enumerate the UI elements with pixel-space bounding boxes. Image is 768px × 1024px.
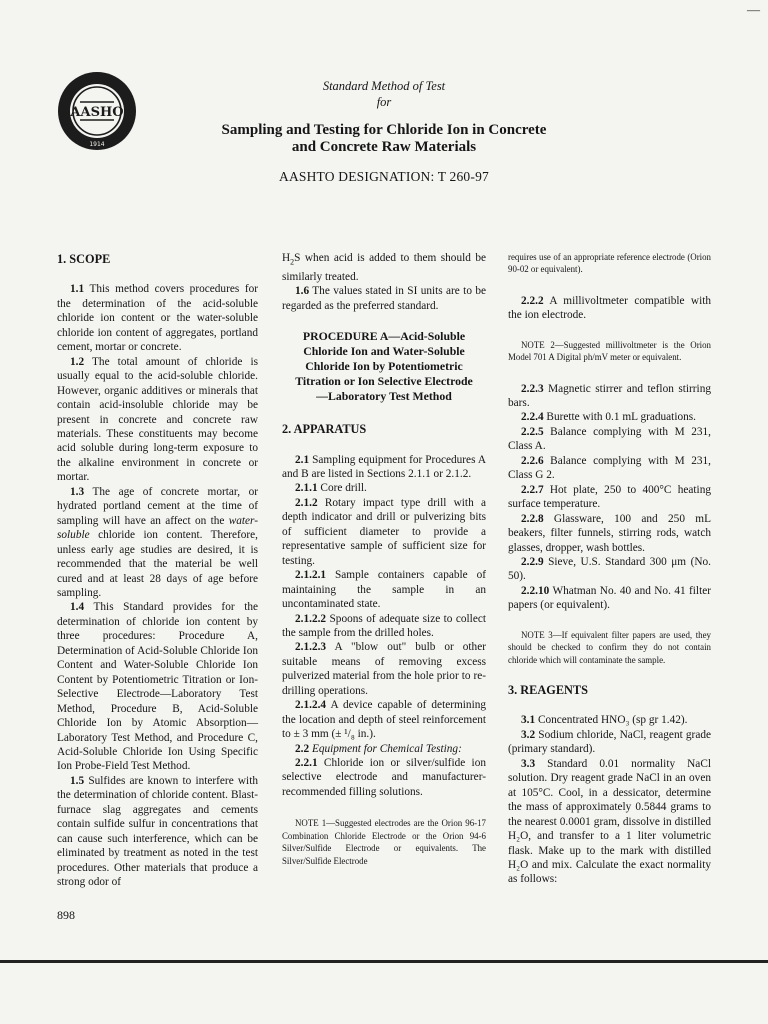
- section-heading-apparatus: 2. APPARATUS: [282, 422, 367, 437]
- section-heading-reagents: 3. REAGENTS: [508, 683, 588, 697]
- paragraph-2-1-2-1: 2.1.2.1 Sample containers capable of maintaining the sample in an uncontaminated state.: [282, 569, 486, 611]
- paragraph-2-2-9: 2.2.9 Sieve, U.S. Standard 300 μm (No. 50).: [508, 555, 711, 583]
- paragraph-1-2: 1.2 The total amount of chloride is usually equal to the acid-soluble chloride. However, organic additives or minerals that contain acid-insoluble chloride may be present in concrete and concrete raw materials. These constituents may become acid soluble during long-term exposure to the alkaline environment in concrete or mortar.: [57, 355, 258, 484]
- method-for: for: [376, 95, 392, 109]
- paragraph-2-1-2-3: 2.1.2.3 A "blow out" bulb or other suitable means of removing excess pulverized material from the hole prior to re-drilling operations.: [282, 641, 486, 697]
- method-label: Standard Method of Test: [322, 79, 446, 93]
- paragraph-2-1-1: 2.1.1 Core drill.: [295, 482, 367, 495]
- bottom-rule: [0, 960, 768, 963]
- paragraph-2-2-2: 2.2.2 A millivoltmeter compatible with the ion electrode.: [508, 294, 711, 322]
- title-line-2: and Concrete Raw Materials: [291, 139, 477, 155]
- paragraph-2-2-5: 2.2.5 Balance complying with M 231, Class A.: [508, 425, 711, 453]
- paragraph-1-5: 1.5 Sulfides are known to interfere with the determination of chloride content. Blast-furnace slag aggregates and cements contain sulfide sulfur in concentrations that can cause such interference, which can be eliminated by treatment as noted in the test procedures. Other materials that produce a strong odor of: [57, 774, 258, 889]
- column-1: [57, 251, 258, 889]
- svg-text:AASHO: AASHO: [70, 105, 124, 120]
- corner-mark: —: [747, 2, 760, 17]
- paragraph-2-2-6: 2.2.6 Balance complying with M 231, Class G 2.: [508, 454, 711, 482]
- aashto-seal-logo: [56, 70, 138, 152]
- masthead: [160, 78, 608, 185]
- paragraph-2-2-1: 2.2.1 Chloride ion or silver/sulfide ion selective electrode and manufacturer-recommended filling solutions.: [282, 757, 486, 798]
- paragraph-2-2-3: 2.2.3 Magnetic stirrer and teflon stirring bars.: [508, 382, 711, 409]
- paragraph-2-2: 2.2 Equipment for Chemical Testing:: [295, 742, 462, 755]
- section-heading-scope: 1. SCOPE: [57, 252, 111, 266]
- paragraph-1-6: 1.6 The values stated in SI units are to be regarded as the preferred standard.: [282, 285, 486, 312]
- page-number: 898: [57, 908, 75, 922]
- paragraph-2-1-2: 2.1.2 Rotary impact type drill with a depth indicator and drill or pulverizing bits of sufficient diameter to provide a representative sample of sufficient size for testing.: [282, 496, 486, 567]
- paragraph-2-1: 2.1 Sampling equipment for Procedures A and B are listed in Sections 2.1.1 or 2.1.2.: [282, 453, 486, 480]
- paragraph-1-4: 1.4 This Standard provides for the determination of chloride ion content by three procedures: Procedure A, Determination of Acid-Soluble Chloride Ion Content and Water-Soluble Chloride Ion Content by Potentiometric Titration or Ion-Selective Electrode—Laboratory Test Method, Procedure B, Acid-Soluble Chloride Ion by Atomic Absorption—Laboratory Test Method, and Procedure C, Acid-Soluble Chloride Ion Using Specific Ion Probe-Field Test Method.: [57, 601, 258, 773]
- paragraph-3-3: 3.3 Standard 0.01 normality NaCl solution. Dry reagent grade NaCl in an oven at 105°C. Cool, in a dessicator, determine the mass of approximately 0.5844 grams to the nearest 0.0001 gram, dissolve in distilled H₂O, and transfer to a 1 liter volumetric flask. Make up to the mark with distilled H₂O and mix. Calculate the exact normality as follows:: [508, 757, 711, 886]
- designation: AASHTO DESIGNATION: T 260-97: [279, 169, 489, 184]
- paragraph-1-1: 1.1 This method covers procedures for the determination of the acid-soluble chloride ion content or the water-soluble chloride ion content of aggregates, portland cement, mortar or concrete.: [57, 283, 258, 354]
- column-3: [508, 251, 711, 887]
- paragraph-2-2-7: 2.2.7 Hot plate, 250 to 400°C heating surface temperature.: [508, 483, 711, 511]
- column-2: [282, 251, 486, 867]
- paragraph-1-3: 1.3 The age of concrete mortar, or hydrated portland cement at the time of sampling will have an affect on the water-soluble chloride ion content. Therefore, unless early age studies are desired, it is recommended that the material be well cured and at least 28 days of age before sampling.: [57, 485, 258, 599]
- paragraph-2-2-4: 2.2.4 Burette with 0.1 mL graduations.: [521, 411, 696, 424]
- document-title: [160, 122, 608, 156]
- note-1: NOTE 1—Suggested electrodes are the Orion 96-17 Combination Chloride Electrode or the Orion 94-6 Silver/Sulfide Electrode or equivalents. The Silver/Sulfide Electrode: [282, 818, 486, 866]
- paragraph-2-2-8: 2.2.8 Glassware, 100 and 250 mL beakers, filter funnels, stirring rods, watch glasses, dropper, wash bottles.: [508, 512, 711, 554]
- note-3: NOTE 3—If equivalent filter papers are used, they should be checked to confirm they do not contain chloride which will contaminate the sample.: [508, 629, 711, 665]
- procedure-a-heading: PROCEDURE A—Acid-Soluble Chloride Ion and Water-Soluble Chloride Ion by Potentiometric Titration or Ion Selective Electrode—Laboratory Test Method: [295, 329, 473, 404]
- seal-year: 1914: [89, 141, 105, 148]
- paragraph-2-1-2-4: 2.1.2.4 A device capable of determining the location and depth of steel reinforcement to ± 3 mm (± ¹/₈ in.).: [282, 699, 486, 741]
- title-line-1: Sampling and Testing for Chloride Ion in Concrete: [221, 122, 547, 138]
- paragraph-3-1: 3.1 Concentrated HNO₃ (sp gr 1.42).: [521, 714, 688, 727]
- paragraph-3-2: 3.2 Sodium chloride, NaCl, reagent grade (primary standard).: [508, 728, 711, 756]
- note-2: NOTE 2—Suggested millivoltmeter is the Orion Model 701 A Digital ph/mV meter or equivalent.: [508, 339, 711, 363]
- paragraph-2-1-2-2: 2.1.2.2 Spoons of adequate size to collect the sample from the drilled holes.: [282, 612, 486, 639]
- paragraph-continuation: $H_2S$ when acid is added to them should be similarly treated.: [282, 252, 486, 283]
- paragraph-2-2-10: 2.2.10 Whatman No. 40 and No. 41 filter papers (or equivalent).: [508, 584, 711, 612]
- note-1-continuation: requires use of an appropriate reference electrode (Orion 90-02 or equivalent).: [508, 252, 711, 275]
